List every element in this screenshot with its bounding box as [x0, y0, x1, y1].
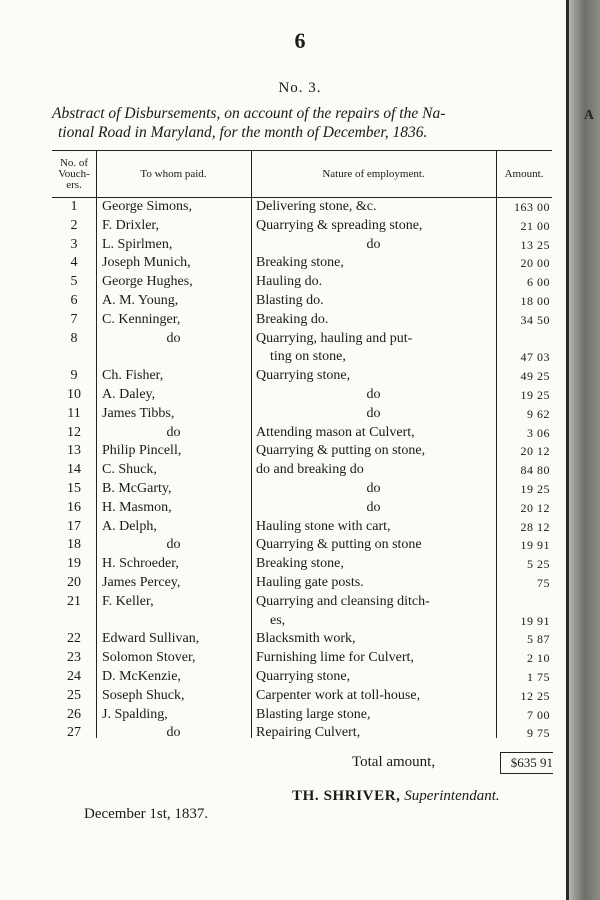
document-number: No. 3. — [278, 80, 322, 96]
voucher-number: 8 — [70, 330, 78, 346]
amount-value: 5 25 — [527, 557, 550, 572]
employment-nature-line: Quarrying & putting on stone — [256, 537, 422, 553]
payee-name: Edward Sullivan, — [102, 631, 200, 647]
employment-nature — [256, 649, 496, 668]
voucher-number: 23 — [67, 650, 81, 666]
table-row — [52, 292, 552, 311]
payee-name: F. Keller, — [102, 593, 154, 609]
employment-nature-line: Quarrying & spreading stone, — [256, 217, 423, 233]
table-row — [52, 687, 552, 706]
payee-name: do — [166, 725, 181, 741]
voucher-number: 5 — [70, 274, 78, 290]
table-row — [52, 724, 552, 743]
amount-value: 34 50 — [520, 312, 550, 327]
payee-name: D. McKenzie, — [102, 668, 181, 684]
employment-nature — [256, 442, 496, 461]
amount-value: 7 00 — [527, 707, 550, 722]
voucher-number: 22 — [67, 631, 81, 647]
employment-nature-line: Hauling do. — [256, 274, 323, 290]
amount-value: 9 75 — [527, 726, 550, 741]
page-number: 6 — [294, 28, 306, 53]
payee-name: B. McGarty, — [102, 480, 172, 496]
title-line-1: Abstract of Disbursements, on account of the repairs of the Na- — [52, 105, 446, 122]
signature-role: Superintendant. — [404, 788, 500, 804]
amount-value: 9 62 — [527, 406, 550, 421]
payee-name: do — [166, 424, 181, 440]
amount-value: 6 00 — [527, 275, 550, 290]
table-row — [52, 273, 552, 292]
voucher-number: 20 — [67, 574, 81, 590]
adjacent-page-edge — [566, 0, 600, 900]
table-row — [52, 367, 552, 386]
employment-nature — [256, 367, 496, 386]
voucher-number: 6 — [70, 292, 78, 308]
adjacent-page-letter: A — [583, 108, 594, 123]
amount-value: 20 00 — [520, 256, 550, 271]
employment-nature-line: Hauling gate posts. — [256, 574, 364, 590]
employment-nature — [256, 311, 496, 330]
amount-value: 5 87 — [527, 632, 550, 647]
amount-value: 28 12 — [520, 519, 550, 534]
table-row — [52, 649, 552, 668]
amount-value: 19 25 — [520, 387, 550, 402]
employment-nature-line: do and breaking do — [256, 462, 364, 478]
voucher-number: 12 — [67, 424, 81, 440]
table-row — [52, 555, 552, 574]
employment-nature — [256, 518, 496, 537]
table-row — [52, 198, 552, 217]
table-row — [52, 499, 552, 518]
employment-nature — [256, 254, 496, 273]
signature-name: TH. SHRIVER, — [292, 788, 401, 804]
table-row — [52, 405, 552, 424]
total-label: Total amount, — [352, 754, 436, 770]
payee-name: C. Kenninger, — [102, 311, 181, 327]
employment-nature-line: Quarrying & putting on stone, — [256, 443, 426, 459]
payee-name: do — [166, 537, 181, 553]
employment-nature — [256, 574, 496, 593]
header-to-whom-paid: To whom paid. — [140, 167, 207, 180]
document-title — [52, 104, 552, 142]
voucher-number: 18 — [67, 537, 81, 553]
payee-name: Soseph Shuck, — [102, 687, 185, 703]
table-row — [52, 518, 552, 537]
employment-nature-line: do — [366, 236, 381, 252]
amount-value: 1 75 — [527, 669, 550, 684]
payee-name: Joseph Munich, — [102, 255, 191, 271]
total-value: $635 91 — [500, 752, 553, 774]
table-row — [52, 593, 552, 631]
voucher-number: 10 — [67, 386, 81, 402]
payee-name: James Percey, — [102, 574, 181, 590]
employment-nature — [251, 386, 496, 405]
voucher-number: 9 — [70, 368, 78, 384]
voucher-number: 15 — [67, 480, 81, 496]
employment-nature-continuation: ting on stone, — [270, 349, 346, 365]
employment-nature-line: Blacksmith work, — [256, 631, 356, 647]
amount-value: 19 25 — [520, 481, 550, 496]
table-row — [52, 706, 552, 725]
payee-name: Philip Pincell, — [102, 443, 182, 459]
voucher-number: 11 — [67, 405, 81, 421]
voucher-number: 7 — [70, 311, 78, 327]
amount-value: 12 25 — [520, 688, 550, 703]
employment-nature — [256, 292, 496, 311]
employment-nature-line: do — [366, 405, 381, 421]
employment-nature — [256, 687, 496, 706]
employment-nature — [256, 555, 496, 574]
payee-name: do — [166, 330, 181, 346]
table-row — [52, 442, 552, 461]
employment-nature-line: Quarrying stone, — [256, 368, 351, 384]
voucher-number: 3 — [70, 236, 78, 252]
employment-nature-line: Blasting do. — [256, 292, 324, 308]
employment-nature — [251, 236, 496, 255]
table-row — [52, 424, 552, 443]
payee-name: H. Masmon, — [102, 499, 172, 515]
header-voucher-number: No. of Vouch- ers. — [58, 156, 90, 191]
employment-nature-line: Hauling stone with cart, — [256, 518, 391, 534]
payee-name: Solomon Stover, — [102, 650, 196, 666]
employment-nature-line: Breaking stone, — [256, 255, 344, 271]
amount-value: 19 91 — [520, 613, 550, 628]
amount-value: 49 25 — [520, 369, 550, 384]
employment-nature-line: Furnishing lime for Culvert, — [256, 650, 414, 666]
table-row — [52, 574, 552, 593]
payee-name: L. Spirlmen, — [102, 236, 173, 252]
employment-nature — [256, 198, 496, 217]
amount-value: 13 25 — [520, 237, 550, 252]
amount-value: 20 12 — [520, 500, 550, 515]
payee-name: C. Shuck, — [102, 462, 157, 478]
voucher-number: 2 — [70, 217, 78, 233]
amount-value: 163 00 — [514, 200, 550, 214]
employment-nature — [256, 273, 496, 292]
employment-nature-line: do — [366, 480, 381, 496]
amount-value: 18 00 — [520, 293, 550, 308]
column-rule-1 — [96, 150, 97, 738]
table-row — [52, 254, 552, 273]
employment-nature-line: Quarrying stone, — [256, 668, 351, 684]
employment-nature — [256, 706, 496, 725]
employment-nature — [251, 480, 496, 499]
amount-value: 84 80 — [520, 463, 550, 478]
column-rule-3 — [496, 150, 497, 738]
employment-nature — [256, 668, 496, 687]
payee-name: A. Daley, — [102, 386, 156, 402]
amount-value: 2 10 — [527, 651, 550, 666]
payee-name: George Simons, — [102, 199, 192, 214]
amount-value: 75 — [537, 575, 550, 590]
header-amount: Amount. — [504, 167, 544, 180]
employment-nature-line: Breaking do. — [256, 311, 329, 327]
employment-nature-line: Quarrying and cleansing ditch- — [256, 593, 430, 609]
employment-nature — [256, 593, 496, 631]
table-row — [52, 330, 552, 368]
payee-name: A. Delph, — [102, 518, 157, 534]
payee-name: F. Drixler, — [102, 217, 160, 233]
table-row — [52, 311, 552, 330]
payee-name: George Hughes, — [102, 274, 193, 290]
employment-nature-line: do — [366, 499, 381, 515]
employment-nature-line: Repairing Culvert, — [256, 725, 361, 741]
amount-value: 21 00 — [520, 218, 550, 233]
table-row — [52, 668, 552, 687]
employment-nature-line: Delivering stone, &c. — [256, 199, 377, 214]
header-nature-of-employment: Nature of employment. — [322, 167, 425, 180]
table-row — [52, 217, 552, 236]
title-line-2: tional Road in Maryland, for the month of December, 1836. — [58, 124, 428, 141]
voucher-number: 14 — [67, 462, 81, 478]
employment-nature — [256, 217, 496, 236]
table-row — [52, 630, 552, 649]
employment-nature-line: Breaking stone, — [256, 556, 344, 572]
table-body — [52, 198, 552, 743]
employment-nature-line: do — [366, 386, 381, 402]
employment-nature — [256, 630, 496, 649]
employment-nature — [251, 405, 496, 424]
column-rule-2 — [251, 150, 252, 738]
employment-nature — [256, 536, 496, 555]
date: December 1st, 1837. — [84, 806, 209, 822]
table-header — [52, 150, 552, 198]
amount-value: 47 03 — [520, 350, 550, 365]
voucher-number: 17 — [67, 518, 81, 534]
signature — [292, 788, 500, 805]
table-row — [52, 386, 552, 405]
voucher-number: 13 — [67, 443, 81, 459]
employment-nature-line: Carpenter work at toll-house, — [256, 687, 421, 703]
total-row — [52, 752, 552, 774]
table-row — [52, 461, 552, 480]
table-row — [52, 236, 552, 255]
amount-value: 20 12 — [520, 444, 550, 459]
voucher-number: 4 — [70, 255, 78, 271]
disbursements-table — [52, 150, 552, 743]
voucher-number: 16 — [67, 499, 81, 515]
voucher-number: 26 — [67, 706, 81, 722]
voucher-number: 21 — [67, 593, 81, 609]
employment-nature — [256, 424, 496, 443]
employment-nature — [256, 461, 496, 480]
employment-nature — [251, 499, 496, 518]
employment-nature — [256, 330, 496, 368]
voucher-number: 19 — [67, 556, 81, 572]
table-row — [52, 480, 552, 499]
employment-nature-line: Attending mason at Culvert, — [256, 424, 415, 440]
payee-name: H. Schroeder, — [102, 556, 179, 572]
table-row — [52, 536, 552, 555]
voucher-number: 24 — [67, 668, 81, 684]
employment-nature-continuation: es, — [270, 612, 286, 628]
voucher-number: 1 — [70, 199, 78, 214]
voucher-number: 25 — [67, 687, 81, 703]
payee-name: James Tibbs, — [102, 405, 175, 421]
amount-value: 3 06 — [527, 425, 550, 440]
payee-name: J. Spalding, — [102, 706, 168, 722]
payee-name: Ch. Fisher, — [102, 368, 164, 384]
employment-nature — [256, 724, 496, 743]
payee-name: A. M. Young, — [102, 292, 179, 308]
voucher-number: 27 — [67, 725, 81, 741]
employment-nature-line: Quarrying, hauling and put- — [256, 330, 413, 346]
employment-nature-line: Blasting large stone, — [256, 706, 371, 722]
amount-value: 19 91 — [520, 538, 550, 553]
